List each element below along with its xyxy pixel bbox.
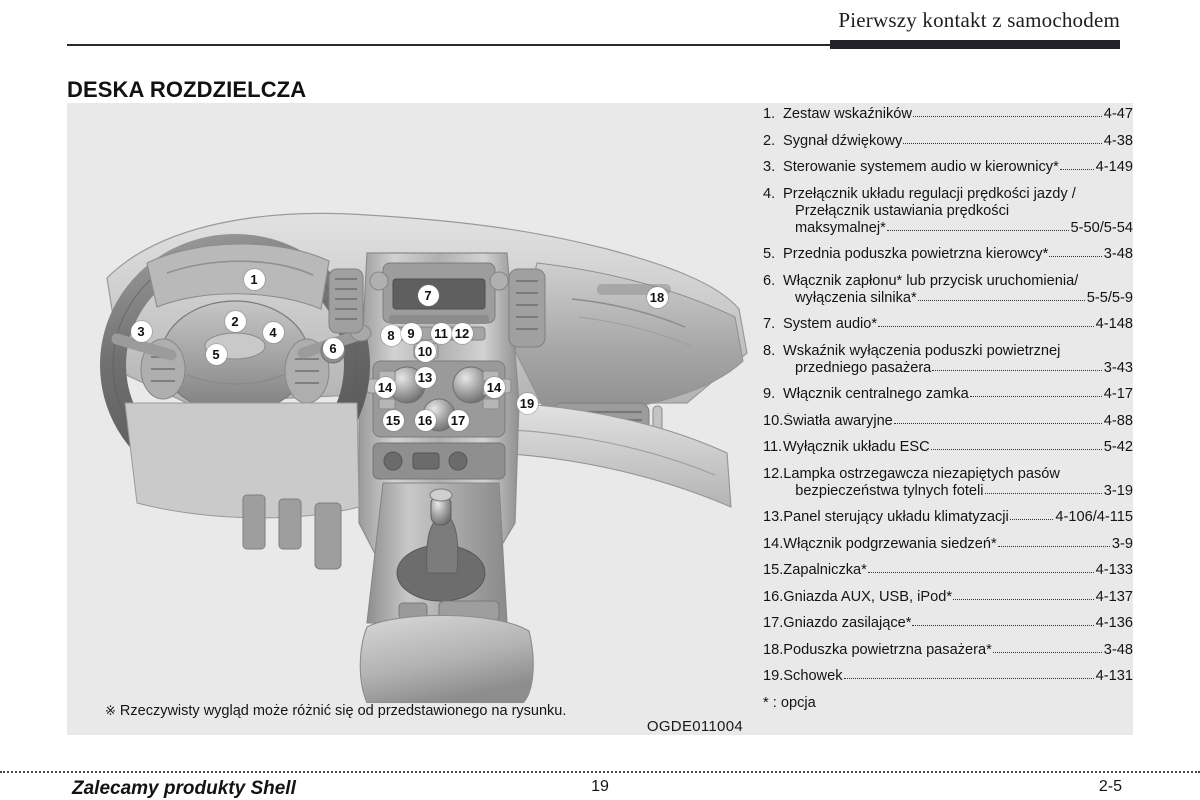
index-item-label: wyłączenia silnika* xyxy=(795,289,917,306)
index-item-body xyxy=(783,509,1133,526)
index-item-page: 5-50/5-54 xyxy=(1070,219,1133,236)
index-item-line xyxy=(783,159,1133,176)
index-item-leader xyxy=(953,598,1094,600)
component-index-list xyxy=(763,103,1133,712)
index-item-label: bezpieczeństwa tylnych foteli xyxy=(795,482,984,499)
asterisk-icon: ※ xyxy=(105,703,116,718)
index-item-number: 9. xyxy=(763,386,776,402)
index-item-label: Panel sterujący układu klimatyzacji xyxy=(783,509,1009,525)
index-item-body xyxy=(783,562,1133,579)
index-item-leader xyxy=(993,651,1102,653)
index-item-label: Gniazdo zasilające* xyxy=(783,615,912,631)
index-item xyxy=(763,316,1133,333)
index-item-line xyxy=(783,615,1133,632)
index-item-body xyxy=(783,159,1133,176)
index-item-leader xyxy=(913,115,1102,117)
callout-2: 2 xyxy=(225,311,246,332)
index-item-label: przedniego pasażera xyxy=(795,359,932,376)
index-item-body xyxy=(783,439,1133,456)
index-item-page: 4-106/4-115 xyxy=(1055,509,1133,525)
index-item xyxy=(763,509,1133,526)
footer-page-number: 19 xyxy=(591,778,609,795)
callout-4: 4 xyxy=(263,322,284,343)
index-item-line xyxy=(783,413,1133,430)
index-item-leader xyxy=(985,492,1102,494)
index-item-page: 4-136 xyxy=(1095,615,1133,631)
callout-16: 16 xyxy=(415,410,436,431)
index-item-line-continued xyxy=(783,483,1133,500)
index-item-number: 15. xyxy=(763,562,784,578)
callout-10: 10 xyxy=(415,341,436,362)
index-item-label: Zestaw wskaźników xyxy=(783,106,912,122)
footer-divider xyxy=(0,771,1200,773)
index-item-label: Przełącznik układu regulacji prędkości jazdy / xyxy=(783,185,1076,202)
index-item-number: 6. xyxy=(763,272,776,289)
index-item xyxy=(763,642,1133,659)
index-item-body xyxy=(783,589,1133,606)
callout-8: 8 xyxy=(381,325,402,346)
callout-1: 1 xyxy=(244,269,265,290)
index-item xyxy=(763,589,1133,606)
callout-14-right: 14 xyxy=(484,377,505,398)
index-item-line xyxy=(783,343,1133,360)
index-item-page: 3-48 xyxy=(1103,246,1133,262)
index-item-leader xyxy=(844,677,1094,679)
running-header-title: Pierwszy kontakt z samochodem xyxy=(838,8,1120,32)
index-item-number: 7. xyxy=(763,316,776,332)
index-item-body xyxy=(783,186,1133,237)
index-item-body xyxy=(783,246,1133,263)
index-item-line xyxy=(783,316,1133,333)
index-item xyxy=(763,439,1133,456)
dashboard-figure-svg xyxy=(67,103,757,703)
index-item-body xyxy=(783,413,1133,430)
index-item-line xyxy=(783,133,1133,150)
figure-note xyxy=(105,703,566,719)
index-item-label: Sterowanie systemem audio w kierownicy* xyxy=(783,159,1059,175)
index-item-label: Lampka ostrzegawcza niezapiętych pasów xyxy=(783,465,1060,482)
index-item-page: 5-5/5-9 xyxy=(1086,289,1133,306)
index-item-leader xyxy=(887,229,1069,231)
index-item-number: 14. xyxy=(763,535,784,552)
index-item-number: 19. xyxy=(763,668,784,684)
index-item-body xyxy=(783,273,1133,307)
index-item-page: 3-48 xyxy=(1103,641,1133,658)
index-item-line xyxy=(783,536,1133,553)
index-item-leader xyxy=(1061,353,1132,354)
index-item-label: Włącznik zapłonu* lub przycisk uruchomienia/ xyxy=(783,272,1079,289)
callout-5: 5 xyxy=(206,344,227,365)
index-item-page: 4-47 xyxy=(1103,106,1133,122)
index-item-line xyxy=(783,562,1133,579)
index-item xyxy=(763,133,1133,150)
index-item-leader xyxy=(1077,196,1132,197)
figure-code: OGDE011004 xyxy=(646,718,743,735)
callout-14-left: 14 xyxy=(375,377,396,398)
index-item xyxy=(763,159,1133,176)
index-item-leader xyxy=(1079,283,1132,284)
index-item-label: Poduszka powietrzna pasażera* xyxy=(783,641,992,658)
callout-19: 19 xyxy=(517,393,538,414)
index-item-page: 5-42 xyxy=(1103,439,1133,455)
index-item-leader xyxy=(998,545,1110,547)
index-item-number: 11. xyxy=(763,439,783,455)
index-item-label: Zapalniczka* xyxy=(783,562,867,578)
index-item-page: 3-43 xyxy=(1103,359,1133,376)
index-item-number: 2. xyxy=(763,132,776,149)
index-item-label: Sygnał dźwiękowy xyxy=(783,132,903,149)
index-item-line xyxy=(783,186,1133,203)
index-item-label: Przełącznik ustawiania prędkości xyxy=(795,202,1010,219)
index-item-label: System audio* xyxy=(783,316,878,332)
index-item-number: 12. xyxy=(763,465,784,482)
index-item-number: 17. xyxy=(763,615,784,631)
index-item-leader xyxy=(878,325,1094,327)
index-item-number: 18. xyxy=(763,641,784,658)
index-item xyxy=(763,466,1133,500)
callout-12: 12 xyxy=(452,323,473,344)
index-item-number: 3. xyxy=(763,159,776,175)
index-item-body xyxy=(783,668,1133,685)
index-item-leader xyxy=(1060,168,1094,170)
index-item-leader xyxy=(931,448,1102,450)
index-item-number: 1. xyxy=(763,106,776,122)
dashboard-illustration xyxy=(67,103,757,735)
index-item-leader xyxy=(1061,476,1132,477)
index-item xyxy=(763,246,1133,263)
index-item-number: 13. xyxy=(763,509,784,525)
index-item-line xyxy=(783,106,1133,123)
callout-7: 7 xyxy=(418,285,439,306)
index-item-body xyxy=(783,615,1133,632)
index-item-label: maksymalnej* xyxy=(795,219,886,236)
index-item-number: 16. xyxy=(763,588,784,605)
index-item-leader xyxy=(1049,255,1102,257)
index-item-line-continued xyxy=(783,220,1133,237)
index-item-line-continued xyxy=(783,360,1133,377)
index-item-number: 4. xyxy=(763,185,776,202)
index-item-label: Wskaźnik wyłączenia poduszki powietrznej xyxy=(783,342,1061,359)
footer-brand-note: Zalecamy produkty Shell xyxy=(72,778,296,799)
callout-17: 17 xyxy=(448,410,469,431)
callout-6: 6 xyxy=(323,338,344,359)
index-item-page: 4-88 xyxy=(1103,412,1133,429)
callout-18: 18 xyxy=(647,287,668,308)
page-title: DESKA ROZDZIELCZA xyxy=(67,76,307,102)
index-item xyxy=(763,668,1133,685)
index-footnote: * : opcja xyxy=(763,694,816,711)
content-panel xyxy=(67,103,1133,735)
index-item-page: 4-148 xyxy=(1095,316,1133,332)
index-item xyxy=(763,273,1133,307)
index-item xyxy=(763,562,1133,579)
index-item-label: Schowek xyxy=(783,668,843,684)
index-item-line-continued xyxy=(783,203,1133,220)
index-item-label: Gniazda AUX, USB, iPod* xyxy=(783,588,953,605)
index-item-line xyxy=(783,439,1133,456)
index-item-line xyxy=(783,642,1133,659)
callout-9: 9 xyxy=(401,323,422,344)
callout-11: 11 xyxy=(431,323,452,344)
index-item-page: 4-17 xyxy=(1103,386,1133,402)
callout-13: 13 xyxy=(415,367,436,388)
index-item-line xyxy=(783,246,1133,263)
index-item-line xyxy=(783,466,1133,483)
index-item-number: 5. xyxy=(763,246,776,262)
index-item-leader xyxy=(918,299,1085,301)
index-item xyxy=(763,386,1133,403)
index-item-body xyxy=(783,106,1133,123)
index-item-line-continued xyxy=(783,290,1133,307)
index-item-label: Włącznik podgrzewania siedzeń* xyxy=(783,535,997,552)
index-item-label: Wyłącznik układu ESC xyxy=(783,439,930,455)
index-item-body xyxy=(783,343,1133,377)
index-item-number: 10. xyxy=(763,412,784,429)
index-item-page: 4-131 xyxy=(1095,668,1133,684)
index-item-body xyxy=(783,466,1133,500)
index-item-body xyxy=(783,536,1133,553)
index-item-page: 3-9 xyxy=(1111,535,1133,552)
index-item-body xyxy=(783,642,1133,659)
callout-15: 15 xyxy=(383,410,404,431)
index-item xyxy=(763,106,1133,123)
page-header xyxy=(0,0,1200,52)
index-item-page: 4-137 xyxy=(1095,588,1133,605)
index-item-leader xyxy=(894,422,1102,424)
index-item-leader xyxy=(1010,518,1054,520)
index-item-body xyxy=(783,133,1133,150)
index-item-line xyxy=(783,509,1133,526)
header-rule-thick xyxy=(830,40,1120,49)
index-item-line xyxy=(783,386,1133,403)
index-item xyxy=(763,536,1133,553)
index-item-number: 8. xyxy=(763,342,776,359)
index-item-page: 4-133 xyxy=(1095,562,1133,578)
index-item-leader xyxy=(912,624,1093,626)
index-item-body xyxy=(783,386,1133,403)
index-item-body xyxy=(783,316,1133,333)
callout-3: 3 xyxy=(131,321,152,342)
index-item-leader xyxy=(868,571,1094,573)
index-item-label: Światła awaryjne xyxy=(783,412,893,429)
index-item-leader xyxy=(1010,213,1132,214)
index-item-leader xyxy=(932,369,1101,371)
index-item-page: 4-38 xyxy=(1103,132,1133,149)
index-item-leader xyxy=(970,395,1102,397)
index-item xyxy=(763,343,1133,377)
index-item-line xyxy=(783,668,1133,685)
figure-note-text: Rzeczywisty wygląd może różnić się od przedstawionego na rysunku. xyxy=(119,703,567,719)
index-item-page: 4-149 xyxy=(1095,159,1133,175)
index-item-label: Włącznik centralnego zamka xyxy=(783,386,969,402)
index-item-line xyxy=(783,589,1133,606)
index-item-page: 3-19 xyxy=(1103,482,1133,499)
index-item xyxy=(763,186,1133,237)
index-item-leader xyxy=(903,142,1102,144)
index-item-line xyxy=(783,273,1133,290)
footer-section-number: 2-5 xyxy=(1098,778,1122,795)
index-item-label: Przednia poduszka powietrzna kierowcy* xyxy=(783,246,1049,262)
index-item xyxy=(763,413,1133,430)
index-item xyxy=(763,615,1133,632)
